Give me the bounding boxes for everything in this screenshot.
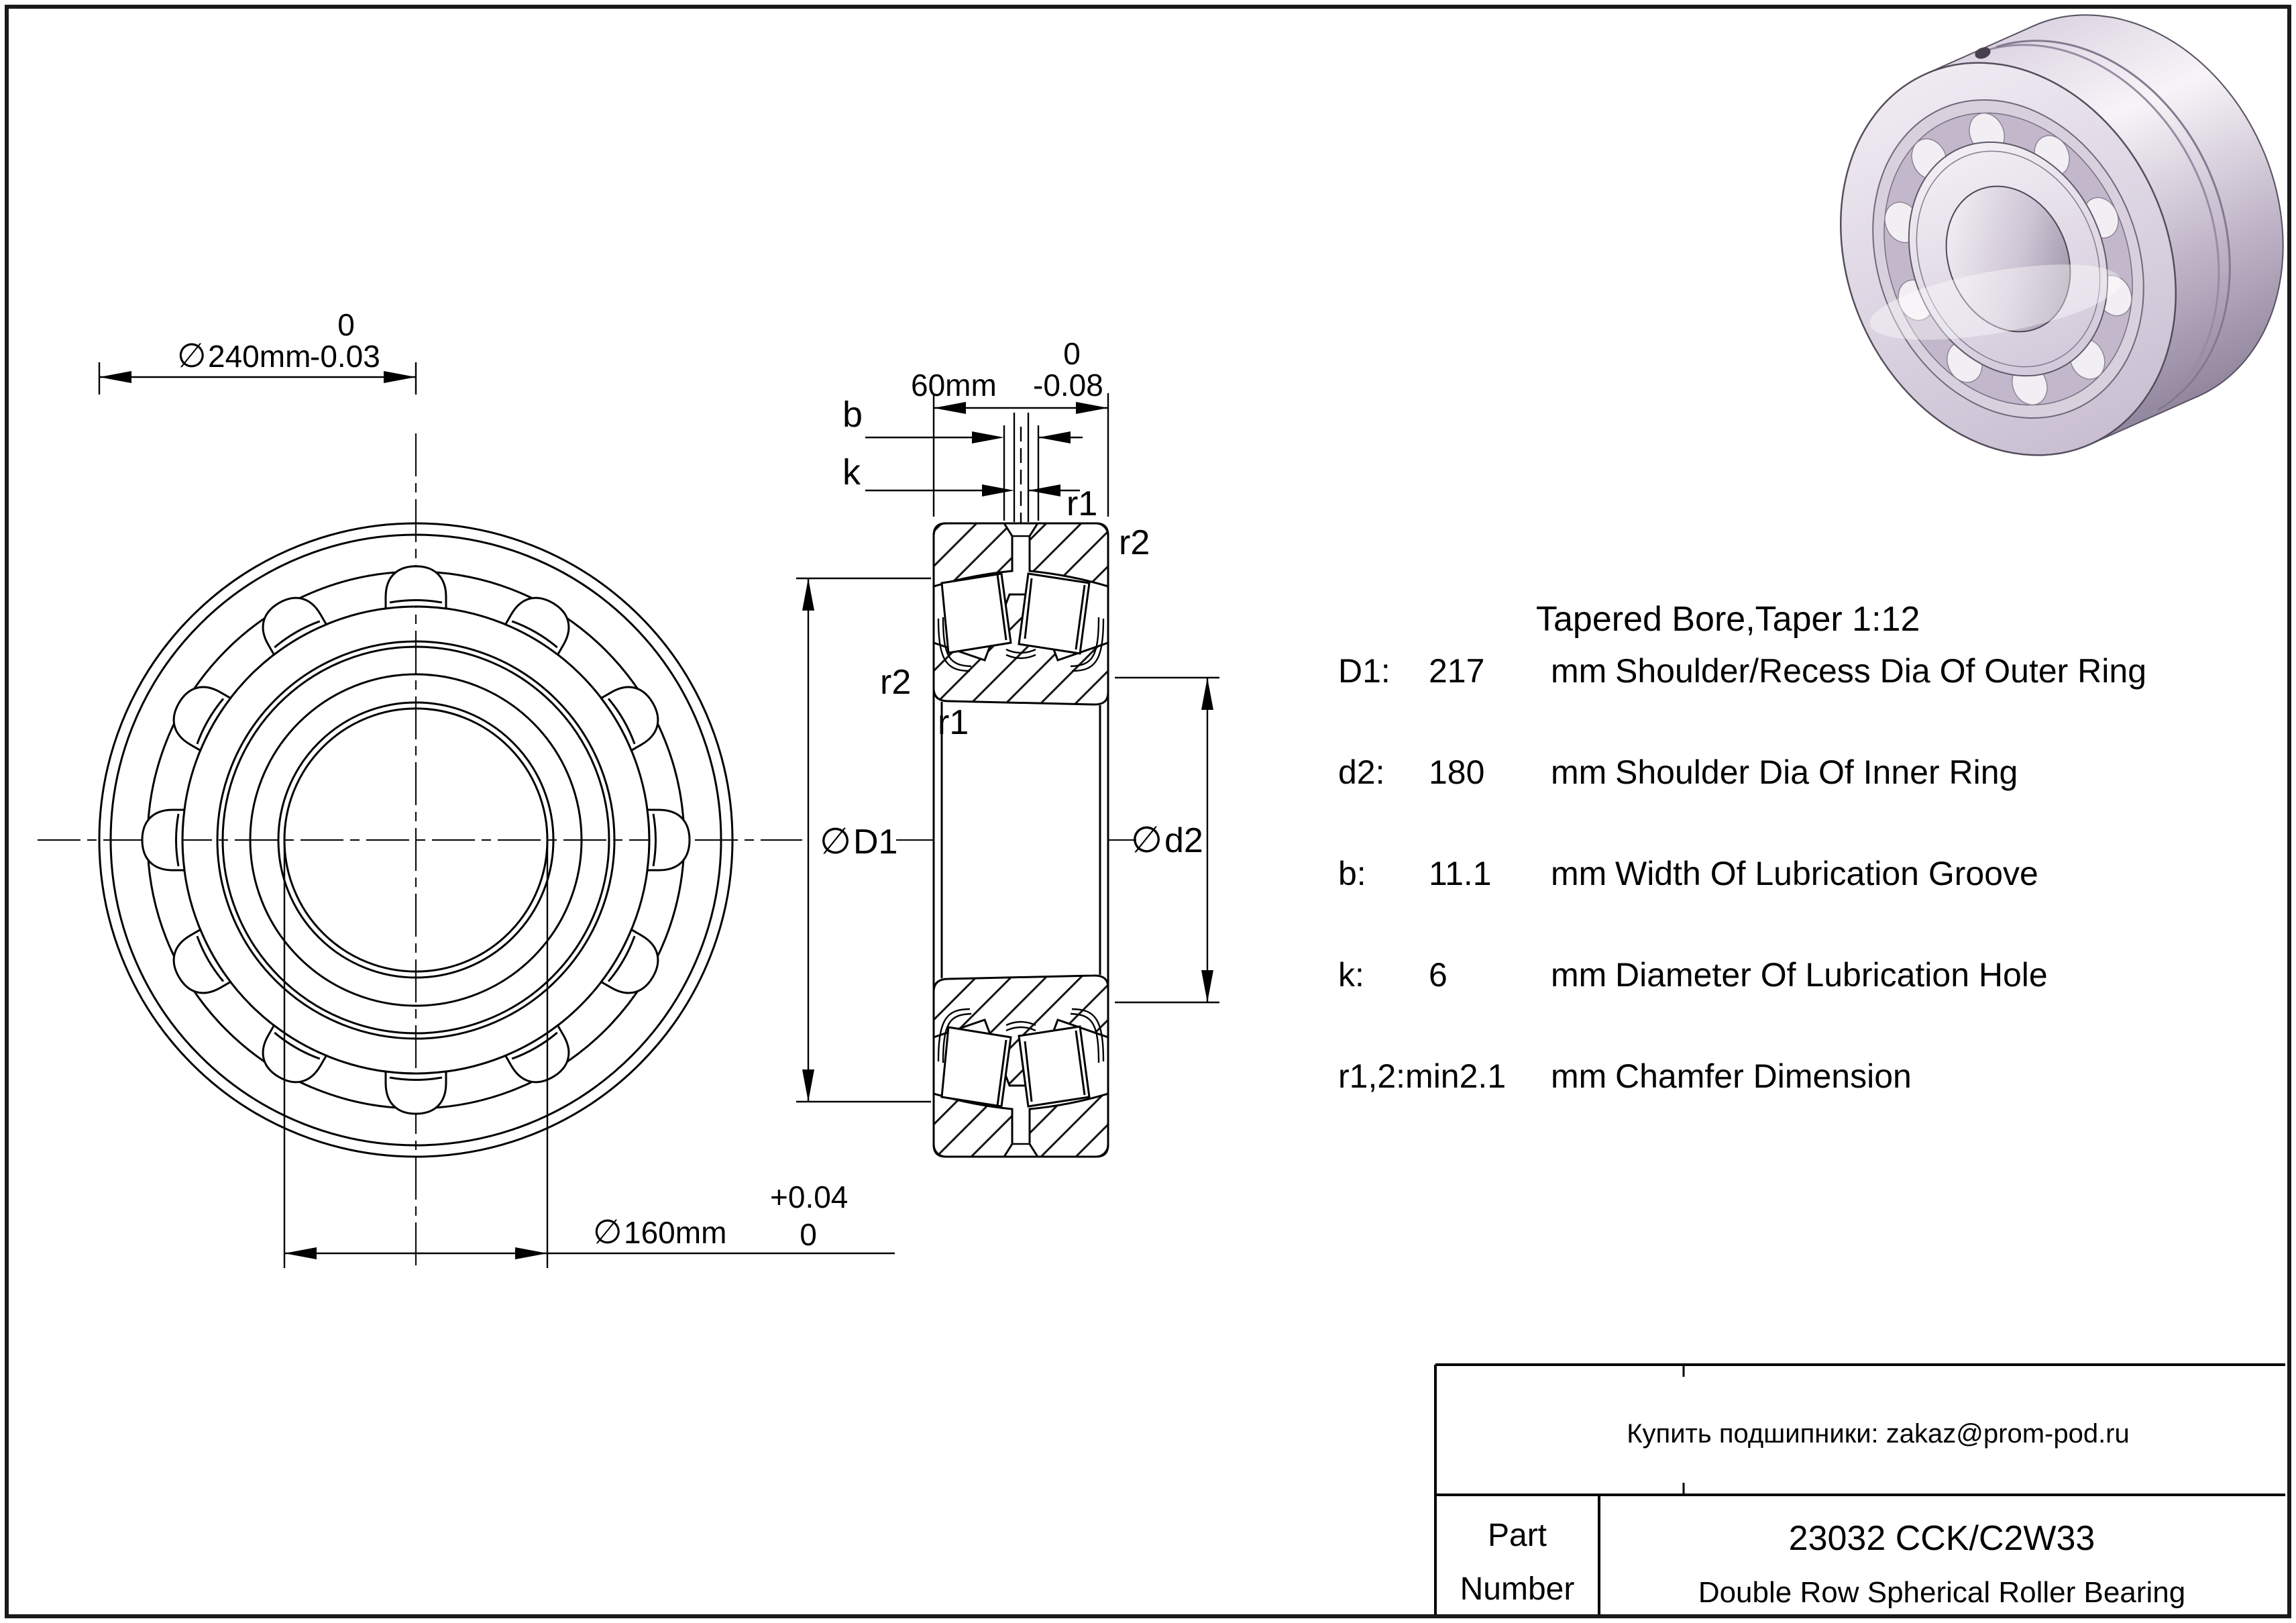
dim-d2 <box>1115 678 1219 1002</box>
dim-bore-tol-lower: 0 <box>800 1217 817 1252</box>
dim-width-tol-lower: -0.08 <box>1033 368 1103 403</box>
dim-hole-k <box>842 413 1080 522</box>
spec-label: b: <box>1338 855 1366 892</box>
label-r1-top: r1 <box>1067 484 1098 523</box>
spec-desc: Diameter Of Lubrication Hole <box>1615 956 2048 994</box>
part-description: Double Row Spherical Roller Bearing <box>1698 1576 2186 1609</box>
dim-outer-tol-upper: 0 <box>337 307 355 342</box>
spec-unit: mm <box>1551 652 1607 690</box>
spec-value: 180 <box>1429 753 1485 791</box>
spec-list <box>1338 600 2146 1095</box>
label-r2-top-right: r2 <box>1119 523 1150 562</box>
spec-row <box>1338 652 2146 690</box>
label-d1: D1 <box>853 823 898 861</box>
dim-width-tol-upper: 0 <box>1063 336 1081 371</box>
dim-outer-diameter <box>99 307 416 395</box>
dim-groove-width-b <box>842 395 1083 521</box>
dim-bore-value: 160mm <box>624 1215 727 1250</box>
spec-row <box>1338 956 2048 994</box>
label-r1-left: r1 <box>938 703 969 742</box>
spec-unit: mm <box>1551 753 1607 791</box>
spec-label: D1: <box>1338 652 1390 690</box>
spec-desc: Shoulder Dia Of Inner Ring <box>1615 753 2018 791</box>
label-r2-left: r2 <box>880 663 912 702</box>
label-b: b <box>842 395 863 435</box>
diameter-symbol: ∅ <box>1131 820 1163 860</box>
spec-desc: Width Of Lubrication Groove <box>1615 855 2038 892</box>
dim-outer-tol-lower: -0.03 <box>310 339 380 374</box>
label-d2: d2 <box>1164 821 1203 860</box>
part-label-line1: Part <box>1487 1518 1547 1553</box>
label-k: k <box>842 452 861 492</box>
spec-value: 11.1 <box>1429 855 1492 892</box>
spec-desc: Shoulder/Recess Dia Of Outer Ring <box>1615 652 2147 690</box>
spec-row <box>1338 855 2038 892</box>
dim-bore-diameter <box>284 840 895 1268</box>
spec-value: 6 <box>1429 956 1447 994</box>
spec-label: d2: <box>1338 753 1385 791</box>
bearing-3d-render <box>1780 0 2296 509</box>
section-view <box>796 336 1219 1157</box>
spec-title: Tapered Bore,Taper 1:12 <box>1536 600 1920 639</box>
spec-unit: mm <box>1551 855 1607 892</box>
spec-value: 217 <box>1429 652 1485 690</box>
spec-unit: mm <box>1551 956 1607 994</box>
spec-row <box>1338 753 2018 791</box>
spec-desc: Chamfer Dimension <box>1615 1057 1912 1095</box>
diameter-symbol: ∅ <box>177 337 207 374</box>
spec-label: k: <box>1338 956 1364 994</box>
part-label-line2: Number <box>1460 1571 1575 1607</box>
spec-label: r1,2:min2.1 <box>1338 1057 1507 1095</box>
contact-text: Купить подшипники: zakaz@prom-pod.ru <box>1627 1419 2130 1449</box>
diameter-symbol: ∅ <box>820 821 852 861</box>
dim-outer-value: 240mm <box>208 339 311 374</box>
spec-unit: mm <box>1551 1057 1607 1095</box>
dim-bore-tol-upper: +0.04 <box>770 1180 849 1214</box>
spec-row <box>1338 1057 1912 1095</box>
title-block <box>1435 1365 2285 1614</box>
part-number: 23032 CCK/C2W33 <box>1788 1519 2095 1558</box>
dim-width-value: 60mm <box>911 368 997 403</box>
diameter-symbol: ∅ <box>593 1213 622 1251</box>
